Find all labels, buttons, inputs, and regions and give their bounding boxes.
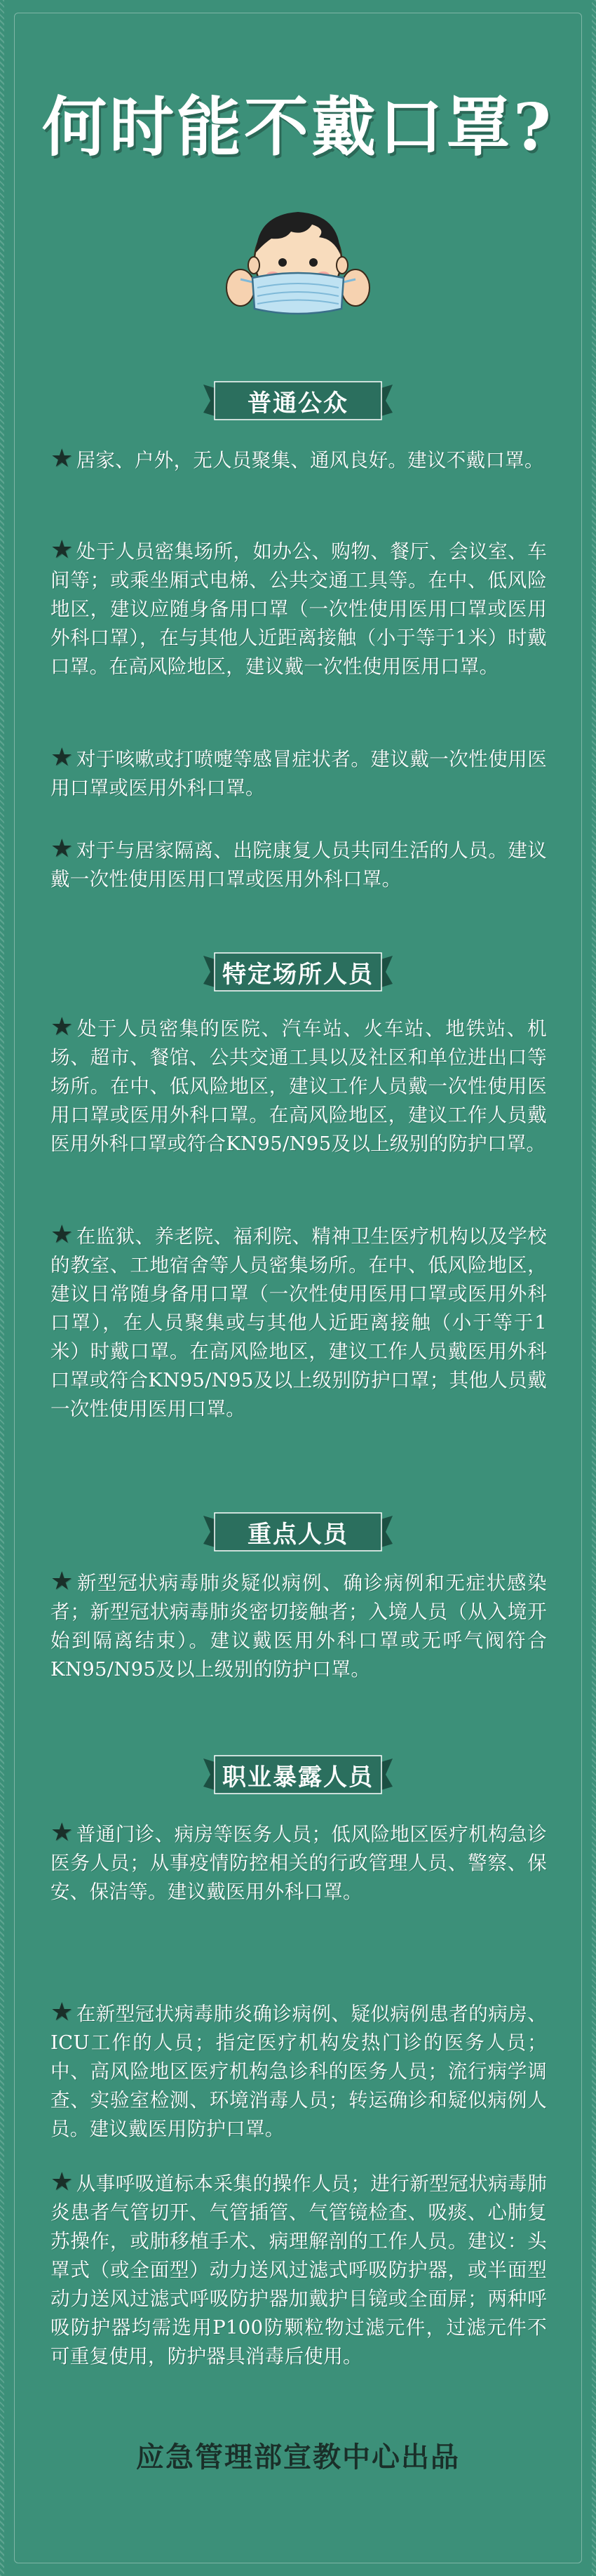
star-icon: ★ [50, 1567, 74, 1596]
section-banner [203, 950, 393, 994]
star-icon: ★ [50, 743, 74, 772]
section-heading-label: 职业暴露人员 [222, 1763, 374, 1791]
section-banner [203, 1753, 393, 1796]
list-item: ★ 处于人员密集场所，如办公、购物、餐厅、会议室、车间等；或乘坐厢式电梯、公共交通工具等。在中、低风险地区，建议应随身备用口罩（一次性使用医用口罩或医用外科口罩），在与其他人近距离接触（小于等于1米）时戴口罩。在高风险地区，建议戴一次性使用医用口罩。 [50, 535, 547, 678]
star-icon: ★ [50, 1013, 74, 1041]
list-item: ★ 普通门诊、病房等医务人员；低风险地区医疗机构急诊医务人员；从事疫情防控相关的行政管理人员、警察、保安、保洁等。建议戴医用外科口罩。 [50, 1818, 547, 1903]
star-icon: ★ [50, 1818, 74, 1847]
star-icon: ★ [50, 834, 74, 863]
star-icon: ★ [50, 1998, 74, 2027]
list-item: ★ 在监狱、养老院、福利院、精神卫生医疗机构以及学校的教室、工地宿舍等人员密集场所。在中、低风险地区，建议日常随身备用口罩（一次性使用医用口罩或医用外科口罩），在人员聚集或与其他人近距离接触（小于等于1米）时戴口罩。在高风险地区，建议工作人员戴医用外科口罩或符合KN95/N95及以上级别防护口罩；其他人员戴一次性使用医用口罩。 [50, 1220, 547, 1420]
section-heading-label: 普通公众 [248, 389, 348, 418]
list-item: ★ 在新型冠状病毒肺炎确诊病例、疑似病例患者的病房、ICU工作的人员；指定医疗机构发热门诊的医务人员；中、高风险地区医疗机构急诊科的医务人员；流行病学调查、实验室检测、环境消毒人员；转运确诊和疑似病例人员。建议戴医用防护口罩。 [50, 1998, 547, 2140]
list-item: ★ 处于人员密集的医院、汽车站、火车站、地铁站、机场、超市、餐馆、公共交通工具以及社区和单位进出口等场所。在中、低风险地区，建议工作人员戴一次性使用医用口罩或医用外科口罩。在高风险地区，建议工作人员戴医用外科口罩或符合KN95/N95及以上级别的防护口罩。 [50, 1013, 547, 1155]
star-icon: ★ [50, 1220, 74, 1249]
section-heading-label: 特定场所人员 [222, 960, 374, 989]
page-title: 何时能不戴口罩? [42, 89, 554, 165]
star-icon: ★ [50, 444, 74, 473]
section-heading-label: 重点人员 [248, 1520, 348, 1549]
list-item: ★ 新型冠状病毒肺炎疑似病例、确诊病例和无症状感染者；新型冠状病毒肺炎密切接触者；入境人员（从入境开始到隔离结束）。建议戴医用外科口罩或无呼气阀符合KN95/N95及以上级别的防护口罩。 [50, 1567, 547, 1681]
child-mask-illustration [0, 189, 596, 330]
section-heading-general-public [0, 379, 596, 422]
star-icon: ★ [50, 2168, 74, 2196]
list-item: ★ 对于咳嗽或打喷嚏等感冒症状者。建议戴一次性使用医用口罩或医用外科口罩。 [50, 743, 547, 799]
section-banner [203, 379, 393, 422]
section-heading-specific-venues [0, 950, 596, 994]
list-item: ★ 居家、户外，无人员聚集、通风良好。建议不戴口罩。 [50, 444, 544, 473]
footer-credit: 应急管理部宣教中心出品 [136, 2441, 460, 2474]
section-heading-key-persons [0, 1510, 596, 1554]
star-icon: ★ [50, 535, 74, 564]
list-item: ★ 从事呼吸道标本采集的操作人员；进行新型冠状病毒肺炎患者气管切开、气管插管、气管镜检查、吸痰、心肺复苏操作，或肺移植手术、病理解剖的工作人员。建议：头罩式（或全面型）动力送风过滤式呼吸防护器，或半面型动力送风过滤式呼吸防护器加戴护目镜或全面屏；两种呼吸防护器均需选用P100防颗粒物过滤元件，过滤元件不可重复使用，防护器具消毒后使用。 [50, 2168, 547, 2368]
section-heading-occupational-exposure [0, 1753, 596, 1796]
child-wearing-mask-icon [221, 189, 375, 330]
section-banner [203, 1510, 393, 1554]
list-item: ★ 对于与居家隔离、出院康复人员共同生活的人员。建议戴一次性使用医用口罩或医用外科口罩。 [50, 834, 547, 890]
